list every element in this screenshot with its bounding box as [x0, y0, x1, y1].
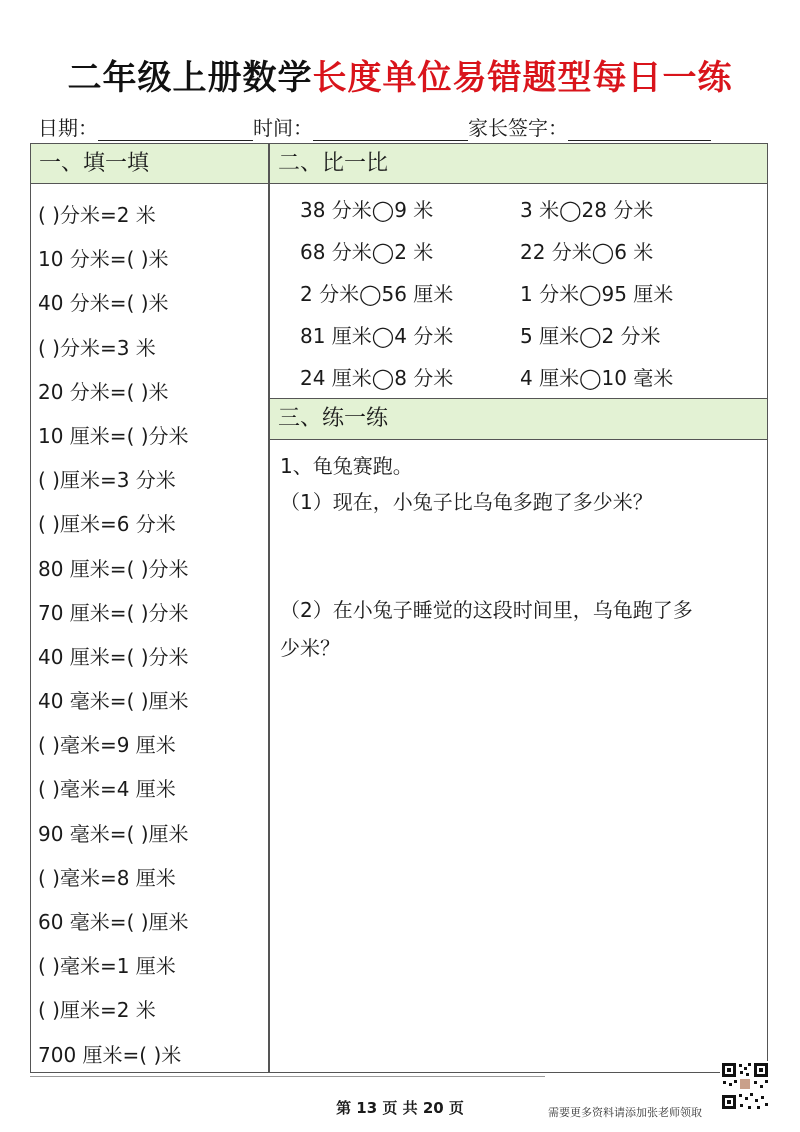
compare-item-left: 24 厘米◯8 分米 [300, 366, 454, 390]
date-label: 日期： [38, 116, 98, 140]
fill-item: ( )厘米=6 分米 [38, 512, 176, 537]
fill-item: 40 毫米=( )厘米 [38, 689, 189, 714]
fill-item: 40 分米=( )米 [38, 291, 169, 316]
section-practice-header: 三、练一练 [270, 398, 767, 440]
fill-item: 60 毫米=( )厘米 [38, 910, 189, 934]
compare-item-right: 5 厘米◯2 分米 [520, 324, 661, 348]
fill-item: ( )毫米=8 厘米 [38, 865, 176, 890]
fill-item: 80 厘米=( )分米 [38, 556, 189, 581]
compare-item-left: 81 厘米◯4 分米 [300, 324, 454, 348]
compare-item-right: 1 分米◯95 厘米 [520, 282, 674, 306]
title-grade: 二年级上册数学 [67, 58, 313, 98]
compare-item-right: 4 厘米◯10 毫米 [520, 366, 674, 390]
column-divider [268, 143, 270, 1073]
section-fill-header: 一、填一填 [31, 144, 268, 184]
footer-note: 需要更多资料请添加张老师领取 [548, 1106, 702, 1119]
fill-item: ( )分米=2 米 [38, 203, 156, 227]
fill-item: ( )毫米=9 厘米 [38, 733, 176, 758]
fill-item: 20 分米=( )米 [38, 379, 169, 404]
fill-item: ( )厘米=3 分米 [38, 468, 176, 493]
time-label: 时间： [253, 116, 313, 140]
question-1b-line1: （2）在小兔子睡觉的这段时间里，乌龟跑了多 [280, 598, 693, 622]
compare-item-right: 3 米◯28 分米 [520, 198, 654, 222]
question-1a: （1）现在，小兔子比乌龟多跑了多少米？ [280, 490, 653, 514]
info-row [38, 112, 711, 141]
compare-item-left: 38 分米◯9 米 [300, 198, 434, 222]
page-title [0, 50, 800, 99]
parent-signature-field[interactable] [568, 118, 711, 141]
compare-item-left: 2 分米◯56 厘米 [300, 282, 454, 306]
fill-item: 90 毫米=( )厘米 [38, 821, 189, 846]
fill-item: ( )毫米=1 厘米 [38, 954, 176, 979]
footer-divider [30, 1076, 545, 1077]
qr-code-icon [720, 1061, 770, 1111]
fill-item: ( )毫米=4 厘米 [38, 777, 176, 802]
parent-signature-label: 家长签字： [468, 116, 568, 140]
fill-item: ( )厘米=2 米 [38, 998, 156, 1023]
question-1: 1、龟兔赛跑。 [280, 454, 413, 478]
title-topic: 长度单位易错题型每日一练 [312, 58, 733, 98]
page-number: 第 13 页 共 20 页 [336, 1099, 464, 1117]
question-1b-line2: 少米？ [280, 636, 340, 660]
fill-item: 40 厘米=( )分米 [38, 644, 189, 669]
fill-item: 700 厘米=( )米 [38, 1042, 182, 1067]
date-field[interactable] [98, 118, 253, 141]
section-compare-header: 二、比一比 [270, 144, 767, 184]
fill-item: 70 厘米=( )分米 [38, 600, 189, 625]
fill-item: 10 厘米=( )分米 [38, 423, 189, 448]
time-field[interactable] [313, 118, 468, 141]
compare-item-left: 68 分米◯2 米 [300, 240, 434, 264]
fill-item: 10 分米=( )米 [38, 247, 169, 272]
fill-item: ( )分米=3 米 [38, 335, 156, 360]
fill-list [38, 193, 189, 1077]
compare-item-right: 22 分米◯6 米 [520, 240, 654, 264]
